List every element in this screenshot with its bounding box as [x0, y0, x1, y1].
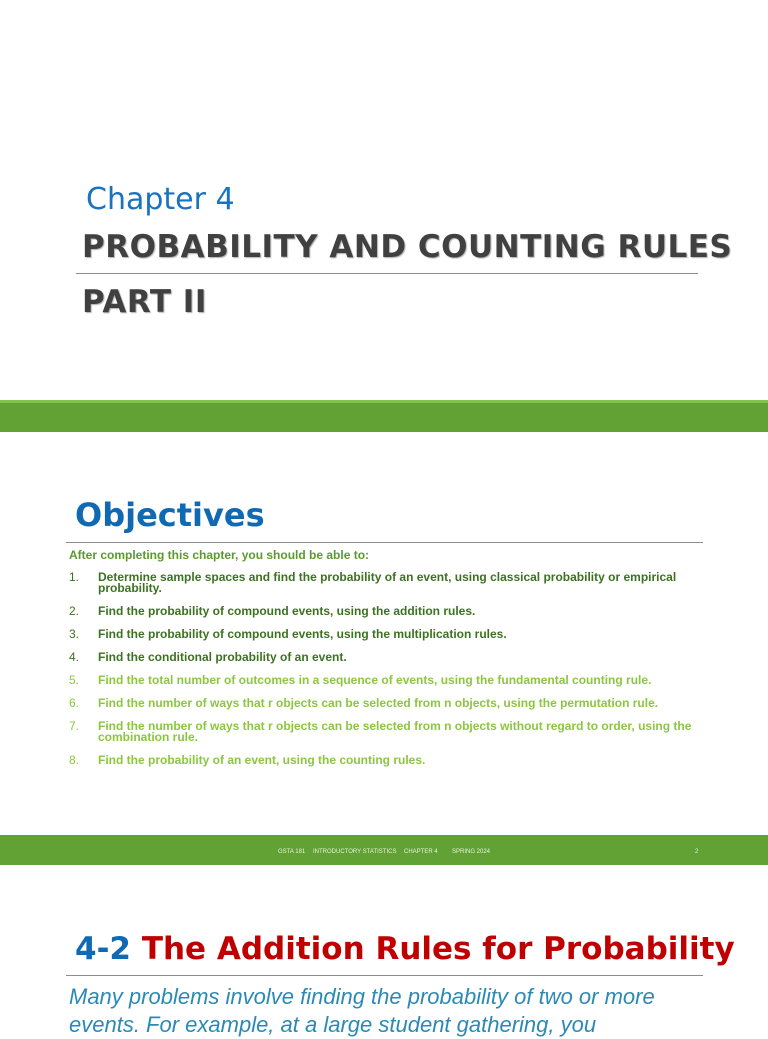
chapter-label: Chapter 4 [86, 182, 235, 217]
objectives-intro: After completing this chapter, you should be able to: [69, 548, 370, 562]
objective-item [69, 721, 709, 743]
footer-course: GSTA 181 [278, 849, 306, 855]
footer-page-number: 2 [695, 849, 699, 855]
section-title: The Addition Rules for Probability [141, 931, 735, 967]
title-slide [0, 0, 768, 400]
objective-item [69, 675, 709, 686]
objective-item [69, 755, 709, 766]
objective-text: Find the probability of an event, using the counting rules. [98, 753, 426, 767]
objective-number: 8. [69, 753, 80, 767]
footer-term: SPRING 2024 [452, 849, 491, 855]
footer-course-name: INTRODUCTORY STATISTICS [313, 849, 397, 855]
objective-text: Find the number of ways that r objects can be selected from n objects, using the permutation rule. [98, 696, 659, 710]
objective-text: Find the number of ways that r objects can be selected from n objects without regard to order, using the combination rule. [98, 719, 692, 744]
section-heading [75, 931, 735, 967]
objective-number: 7. [69, 719, 80, 733]
objective-item [69, 652, 709, 663]
objective-item [69, 629, 709, 640]
section-divider [66, 975, 703, 976]
objective-number: 1. [69, 570, 80, 584]
objective-text: Find the probability of compound events, using the addition rules. [98, 604, 476, 618]
objective-text: Find the probability of compound events, using the multiplication rules. [98, 627, 507, 641]
objective-number: 6. [69, 696, 80, 710]
part-label: PART II [82, 284, 207, 320]
objective-number: 3. [69, 627, 80, 641]
objectives-heading: Objectives [75, 496, 265, 534]
addition-rules-slide [0, 865, 768, 1037]
slide-separator [0, 400, 768, 432]
chapter-title: PROBABILITY AND COUNTING RULES [82, 229, 733, 265]
section-body-text: Many problems involve finding the probability of two or more events. For example, at a large student gathering, you [69, 984, 655, 1037]
objectives-divider [66, 542, 703, 543]
objective-number: 5. [69, 673, 80, 687]
objective-number: 2. [69, 604, 80, 618]
objective-text: Find the conditional probability of an event. [98, 650, 347, 664]
footer-chapter: CHAPTER 4 [404, 849, 438, 855]
slide-footer [0, 835, 768, 865]
objectives-slide [0, 432, 768, 835]
objective-item [69, 698, 709, 709]
section-number: 4-2 [75, 931, 132, 967]
objectives-list [69, 572, 709, 778]
objective-item [69, 606, 709, 617]
objective-number: 4. [69, 650, 80, 664]
objective-text: Find the total number of outcomes in a sequence of events, using the fundamental counting rule. [98, 673, 652, 687]
title-divider [76, 273, 698, 274]
objective-text: Determine sample spaces and find the probability of an event, using classical probability or empirical probability. [98, 570, 677, 595]
objective-item [69, 572, 709, 594]
